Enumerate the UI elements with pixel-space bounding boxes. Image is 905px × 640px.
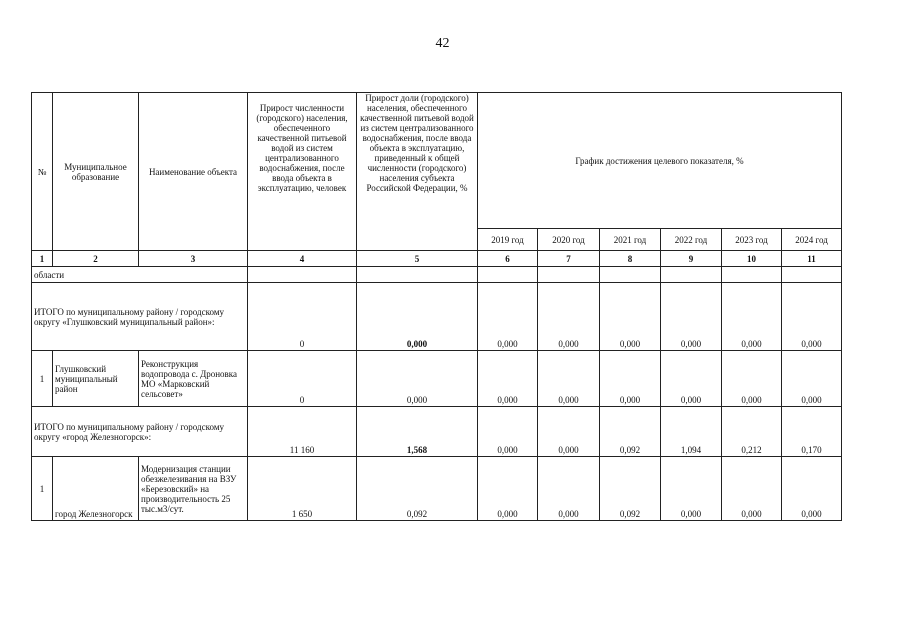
year-value: 0,000 (478, 457, 538, 521)
people-value: 1 650 (248, 457, 357, 521)
people-value: 0 (248, 351, 357, 407)
page-number: 42 (435, 36, 450, 51)
year-value: 0,000 (722, 283, 782, 351)
year-value: 0,000 (782, 351, 842, 407)
header-year: 2022 год (661, 229, 722, 251)
share-value: 0,000 (357, 351, 478, 407)
column-number-row (32, 251, 842, 267)
header-year: 2019 год (478, 229, 538, 251)
year-value: 0,000 (661, 457, 722, 521)
total-people: 0 (248, 283, 357, 351)
total-people: 11 160 (248, 407, 357, 457)
column-number: 8 (600, 251, 661, 267)
share-value: 0,092 (357, 457, 478, 521)
header-year: 2024 год (782, 229, 842, 251)
column-number: 10 (722, 251, 782, 267)
row-number: 1 (32, 351, 53, 407)
column-number: 3 (139, 251, 248, 267)
year-value: 1,094 (661, 407, 722, 457)
year-value: 0,000 (478, 351, 538, 407)
column-number: 4 (248, 251, 357, 267)
year-value: 0,212 (722, 407, 782, 457)
header-object-name: Наименование объекта (139, 93, 248, 251)
column-number: 6 (478, 251, 538, 267)
year-value: 0,170 (782, 407, 842, 457)
year-value: 0,092 (600, 457, 661, 521)
empty-cell (248, 267, 357, 283)
year-value: 0,000 (538, 457, 600, 521)
empty-cell (538, 267, 600, 283)
column-number: 1 (32, 251, 53, 267)
total-label: ИТОГО по муниципальному району / городскому округу «город Железногорск»: (32, 407, 248, 457)
empty-cell (782, 267, 842, 283)
year-value: 0,000 (722, 457, 782, 521)
year-value: 0,000 (661, 283, 722, 351)
continuation-text: области (32, 267, 248, 283)
table-row-total (32, 407, 842, 457)
header-year: 2020 год (538, 229, 600, 251)
header-year: 2023 год (722, 229, 782, 251)
year-value: 0,000 (661, 351, 722, 407)
total-share: 0,000 (357, 283, 478, 351)
table-row (32, 267, 842, 283)
total-label: ИТОГО по муниципальному району / городскому округу «Глушковский муниципальный район»: (32, 283, 248, 351)
header-municipality: Муниципальное образование (53, 93, 139, 251)
header-schedule: График достижения целевого показателя, % (478, 93, 842, 229)
header-share-growth: Прирост доли (городского) населения, обеспеченного качественной питьевой водой из систем централизованного водоснабжения, после ввода объекта в эксплуатацию, приведенный к общей численности (городского) населения субъекта Российской Федерации, % (357, 93, 478, 251)
year-value: 0,000 (782, 457, 842, 521)
year-value: 0,000 (538, 407, 600, 457)
year-value: 0,000 (782, 283, 842, 351)
column-number: 9 (661, 251, 722, 267)
year-value: 0,092 (600, 407, 661, 457)
year-value: 0,000 (478, 283, 538, 351)
header-year: 2021 год (600, 229, 661, 251)
year-value: 0,000 (722, 351, 782, 407)
empty-cell (722, 267, 782, 283)
municipality-name: город Железногорск (53, 457, 139, 521)
year-value: 0,000 (538, 283, 600, 351)
row-number: 1 (32, 457, 53, 521)
year-value: 0,000 (478, 407, 538, 457)
column-number: 11 (782, 251, 842, 267)
total-share: 1,568 (357, 407, 478, 457)
table-row-total (32, 283, 842, 351)
target-indicator-table (31, 92, 842, 521)
column-number: 5 (357, 251, 478, 267)
empty-cell (600, 267, 661, 283)
year-value: 0,000 (600, 351, 661, 407)
object-name: Модернизация станции обезжелезивания на ВЗУ «Березовский» на производительность 25 тыс.м3/сут. (139, 457, 248, 521)
header-number: № (32, 93, 53, 251)
empty-cell (661, 267, 722, 283)
empty-cell (478, 267, 538, 283)
header-population-growth: Прирост численности (городского) населения, обеспеченного качественной питьевой водой из систем централизованного водоснабжения, после ввода объекта в эксплуатацию, человек (248, 93, 357, 251)
table-row (32, 457, 842, 521)
column-number: 2 (53, 251, 139, 267)
header-row (32, 93, 842, 229)
municipality-name: Глушковский муниципальный район (53, 351, 139, 407)
year-value: 0,000 (538, 351, 600, 407)
empty-cell (357, 267, 478, 283)
table-row (32, 351, 842, 407)
object-name: Реконструкция водопровода с. Дроновка МО «Марковский сельсовет» (139, 351, 248, 407)
column-number: 7 (538, 251, 600, 267)
year-value: 0,000 (600, 283, 661, 351)
